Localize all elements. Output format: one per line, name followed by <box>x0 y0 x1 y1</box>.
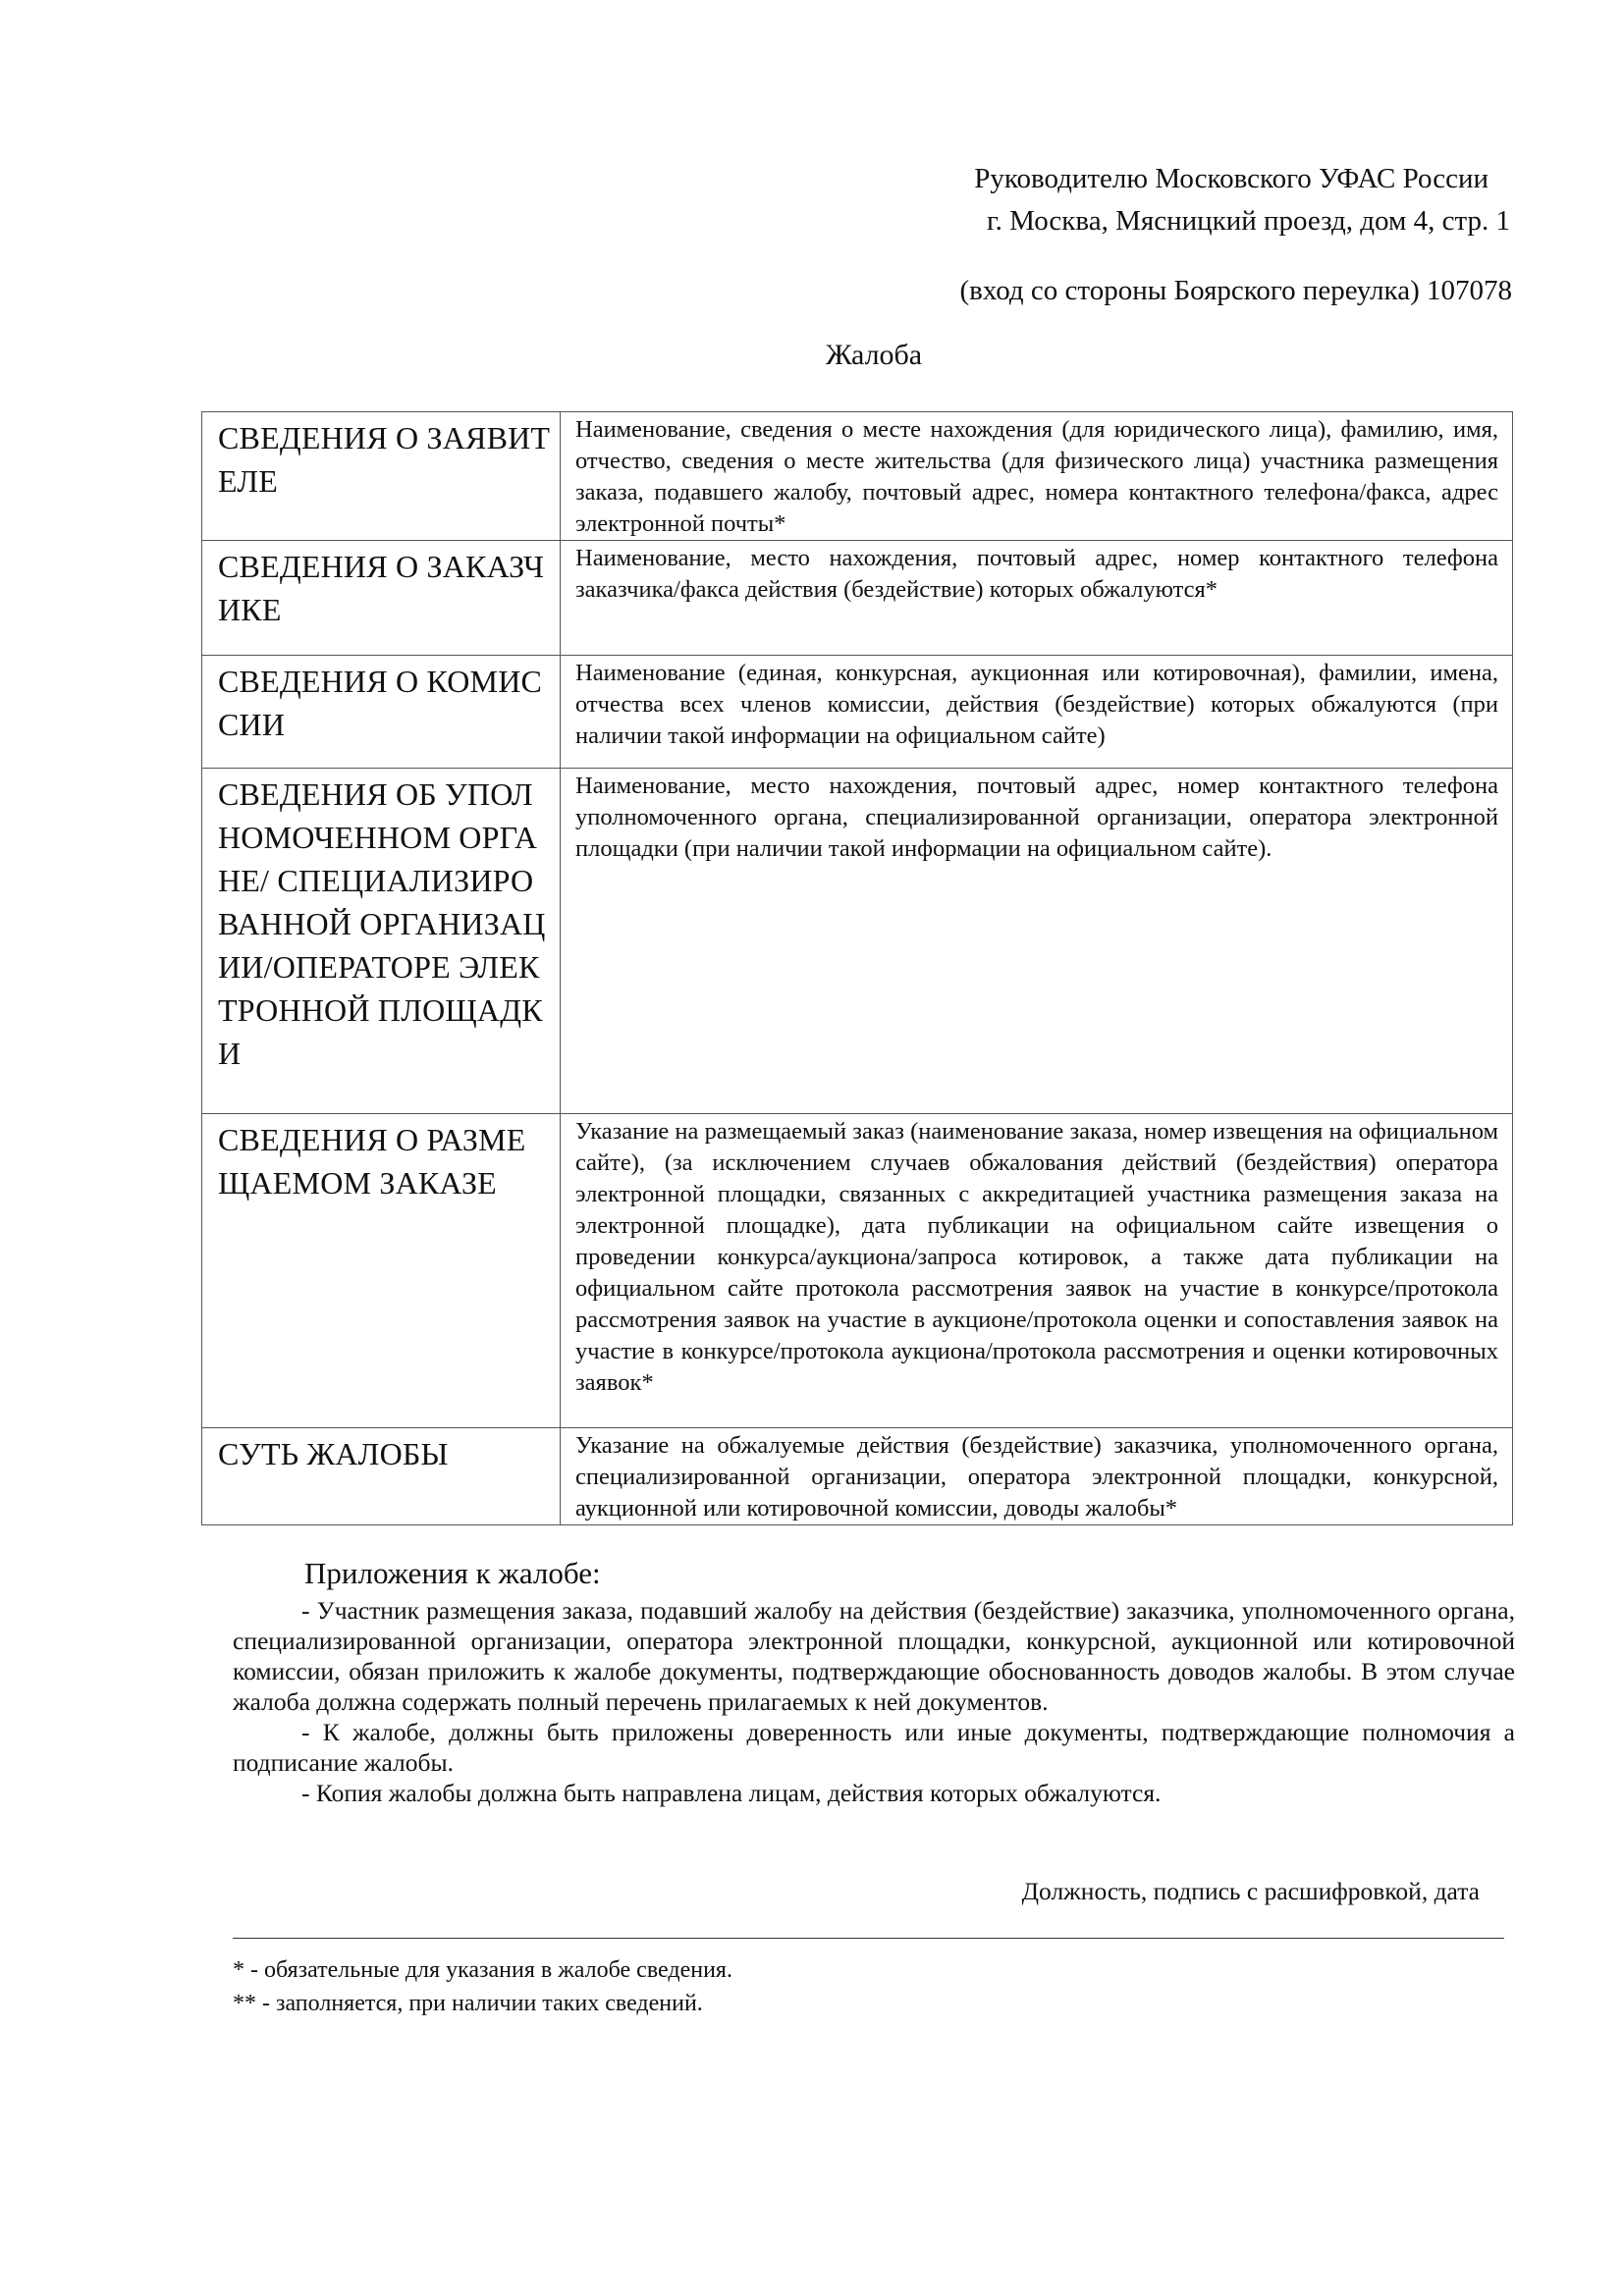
row-description: Указание на обжалуемые действия (бездействие) заказчика, уполномоченного органа, специализированной организации, оператора электронной площадки, конкурсной, аукционной или котировочной комиссии, доводы жалобы* <box>561 1428 1513 1525</box>
table-row <box>202 541 1513 656</box>
signature-line: Должность, подпись с расшифровкой, дата <box>1021 1877 1480 1905</box>
row-description: Наименование, сведения о месте нахождения (для юридического лица), фамилию, имя, отчество, сведения о месте жительства (для физического лица) участника размещения заказа, подавшего жалобу, почтовый адрес, номера контактного телефона/факса, адрес электронной почты* <box>561 412 1513 541</box>
row-label: СВЕДЕНИЯ ОБ УПОЛНОМОЧЕННОМ ОРГАНЕ/ СПЕЦИАЛИЗИРОВАННОЙ ОРГАНИЗАЦИИ/ОПЕРАТОРЕ ЭЛЕКТРОННОЙ ПЛОЩАДКИ <box>202 769 561 1114</box>
table-row <box>202 412 1513 541</box>
row-label: СВЕДЕНИЯ О ЗАЯВИТЕЛЕ <box>202 412 561 541</box>
table-row <box>202 1428 1513 1525</box>
table-row <box>202 1114 1513 1428</box>
row-label: СУТЬ ЖАЛОБЫ <box>202 1428 561 1525</box>
complaint-info-table <box>201 411 1513 1525</box>
footnote-divider <box>233 1938 1504 1939</box>
appendix-title: Приложения к жалобе: <box>304 1556 601 1590</box>
row-description: Указание на размещаемый заказ (наименование заказа, номер извещения на официальном сайте), (за исключением случаев обжалования действий (бездействия) оператора электронной площадки, связанных с аккредитацией участника размещения заказа на электронной площадке), дата публикации на официальном сайте извещения о проведении конкурса/аукциона/запроса котировок, а также дата публикации на официальном сайте протокола рассмотрения заявок на участие в конкурсе/протокола рассмотрения заявок на участие в аукционе/протокола оценки и сопоставления заявок на участие в конкурсе/протокола аукциона/протокола рассмотрения и оценки котировочных заявок* <box>561 1114 1513 1428</box>
row-label: СВЕДЕНИЯ О ЗАКАЗЧИКЕ <box>202 541 561 656</box>
recipient-line-3: (вход со стороны Боярского переулка) 107078 <box>959 275 1512 306</box>
table-row <box>202 656 1513 769</box>
footnote-optional: ** - заполняется, при наличии таких сведений. <box>233 1991 703 2016</box>
appendix-item: - К жалобе, должны быть приложены доверенность или иные документы, подтверждающие полномочия а подписание жалобы. <box>233 1718 1515 1777</box>
footnote-required: * - обязательные для указания в жалобе сведения. <box>233 1957 732 1983</box>
row-description: Наименование, место нахождения, почтовый адрес, номер контактного телефона уполномоченного органа, специализированной организации, оператора электронной площадки (при наличии такой информации на официальном сайте). <box>561 769 1513 1114</box>
row-label: СВЕДЕНИЯ О КОМИССИИ <box>202 656 561 769</box>
document-title: Жалоба <box>825 339 923 371</box>
footnotes <box>233 1953 732 2020</box>
row-description: Наименование (единая, конкурсная, аукционная или котировочная), фамилии, имена, отчества всех членов комиссии, действия (бездействие) которых обжалуются (при наличии такой информации на официальном сайте) <box>561 656 1513 769</box>
appendix-list <box>233 1595 1515 1808</box>
recipient-line-1: Руководителю Московского УФАС России <box>974 163 1489 194</box>
row-label: СВЕДЕНИЯ О РАЗМЕЩАЕМОМ ЗАКАЗЕ <box>202 1114 561 1428</box>
table-row <box>202 769 1513 1114</box>
appendix-item: - Копия жалобы должна быть направлена лицам, действия которых обжалуются. <box>301 1779 1162 1807</box>
row-description: Наименование, место нахождения, почтовый адрес, номер контактного телефона заказчика/факса действия (бездействие) которых обжалуются* <box>561 541 1513 656</box>
appendix-item: - Участник размещения заказа, подавший жалобу на действия (бездействие) заказчика, уполномоченного органа, специализированной организации, оператора электронной площадки, конкурсной, аукционной или котировочной комиссии, обязан приложить к жалобе документы, подтверждающие обоснованность доводов жалобы. В этом случае жалоба должна содержать полный перечень прилагаемых к ней документов. <box>233 1596 1515 1716</box>
recipient-line-2: г. Москва, Мясницкий проезд, дом 4, стр. 1 <box>987 205 1510 237</box>
